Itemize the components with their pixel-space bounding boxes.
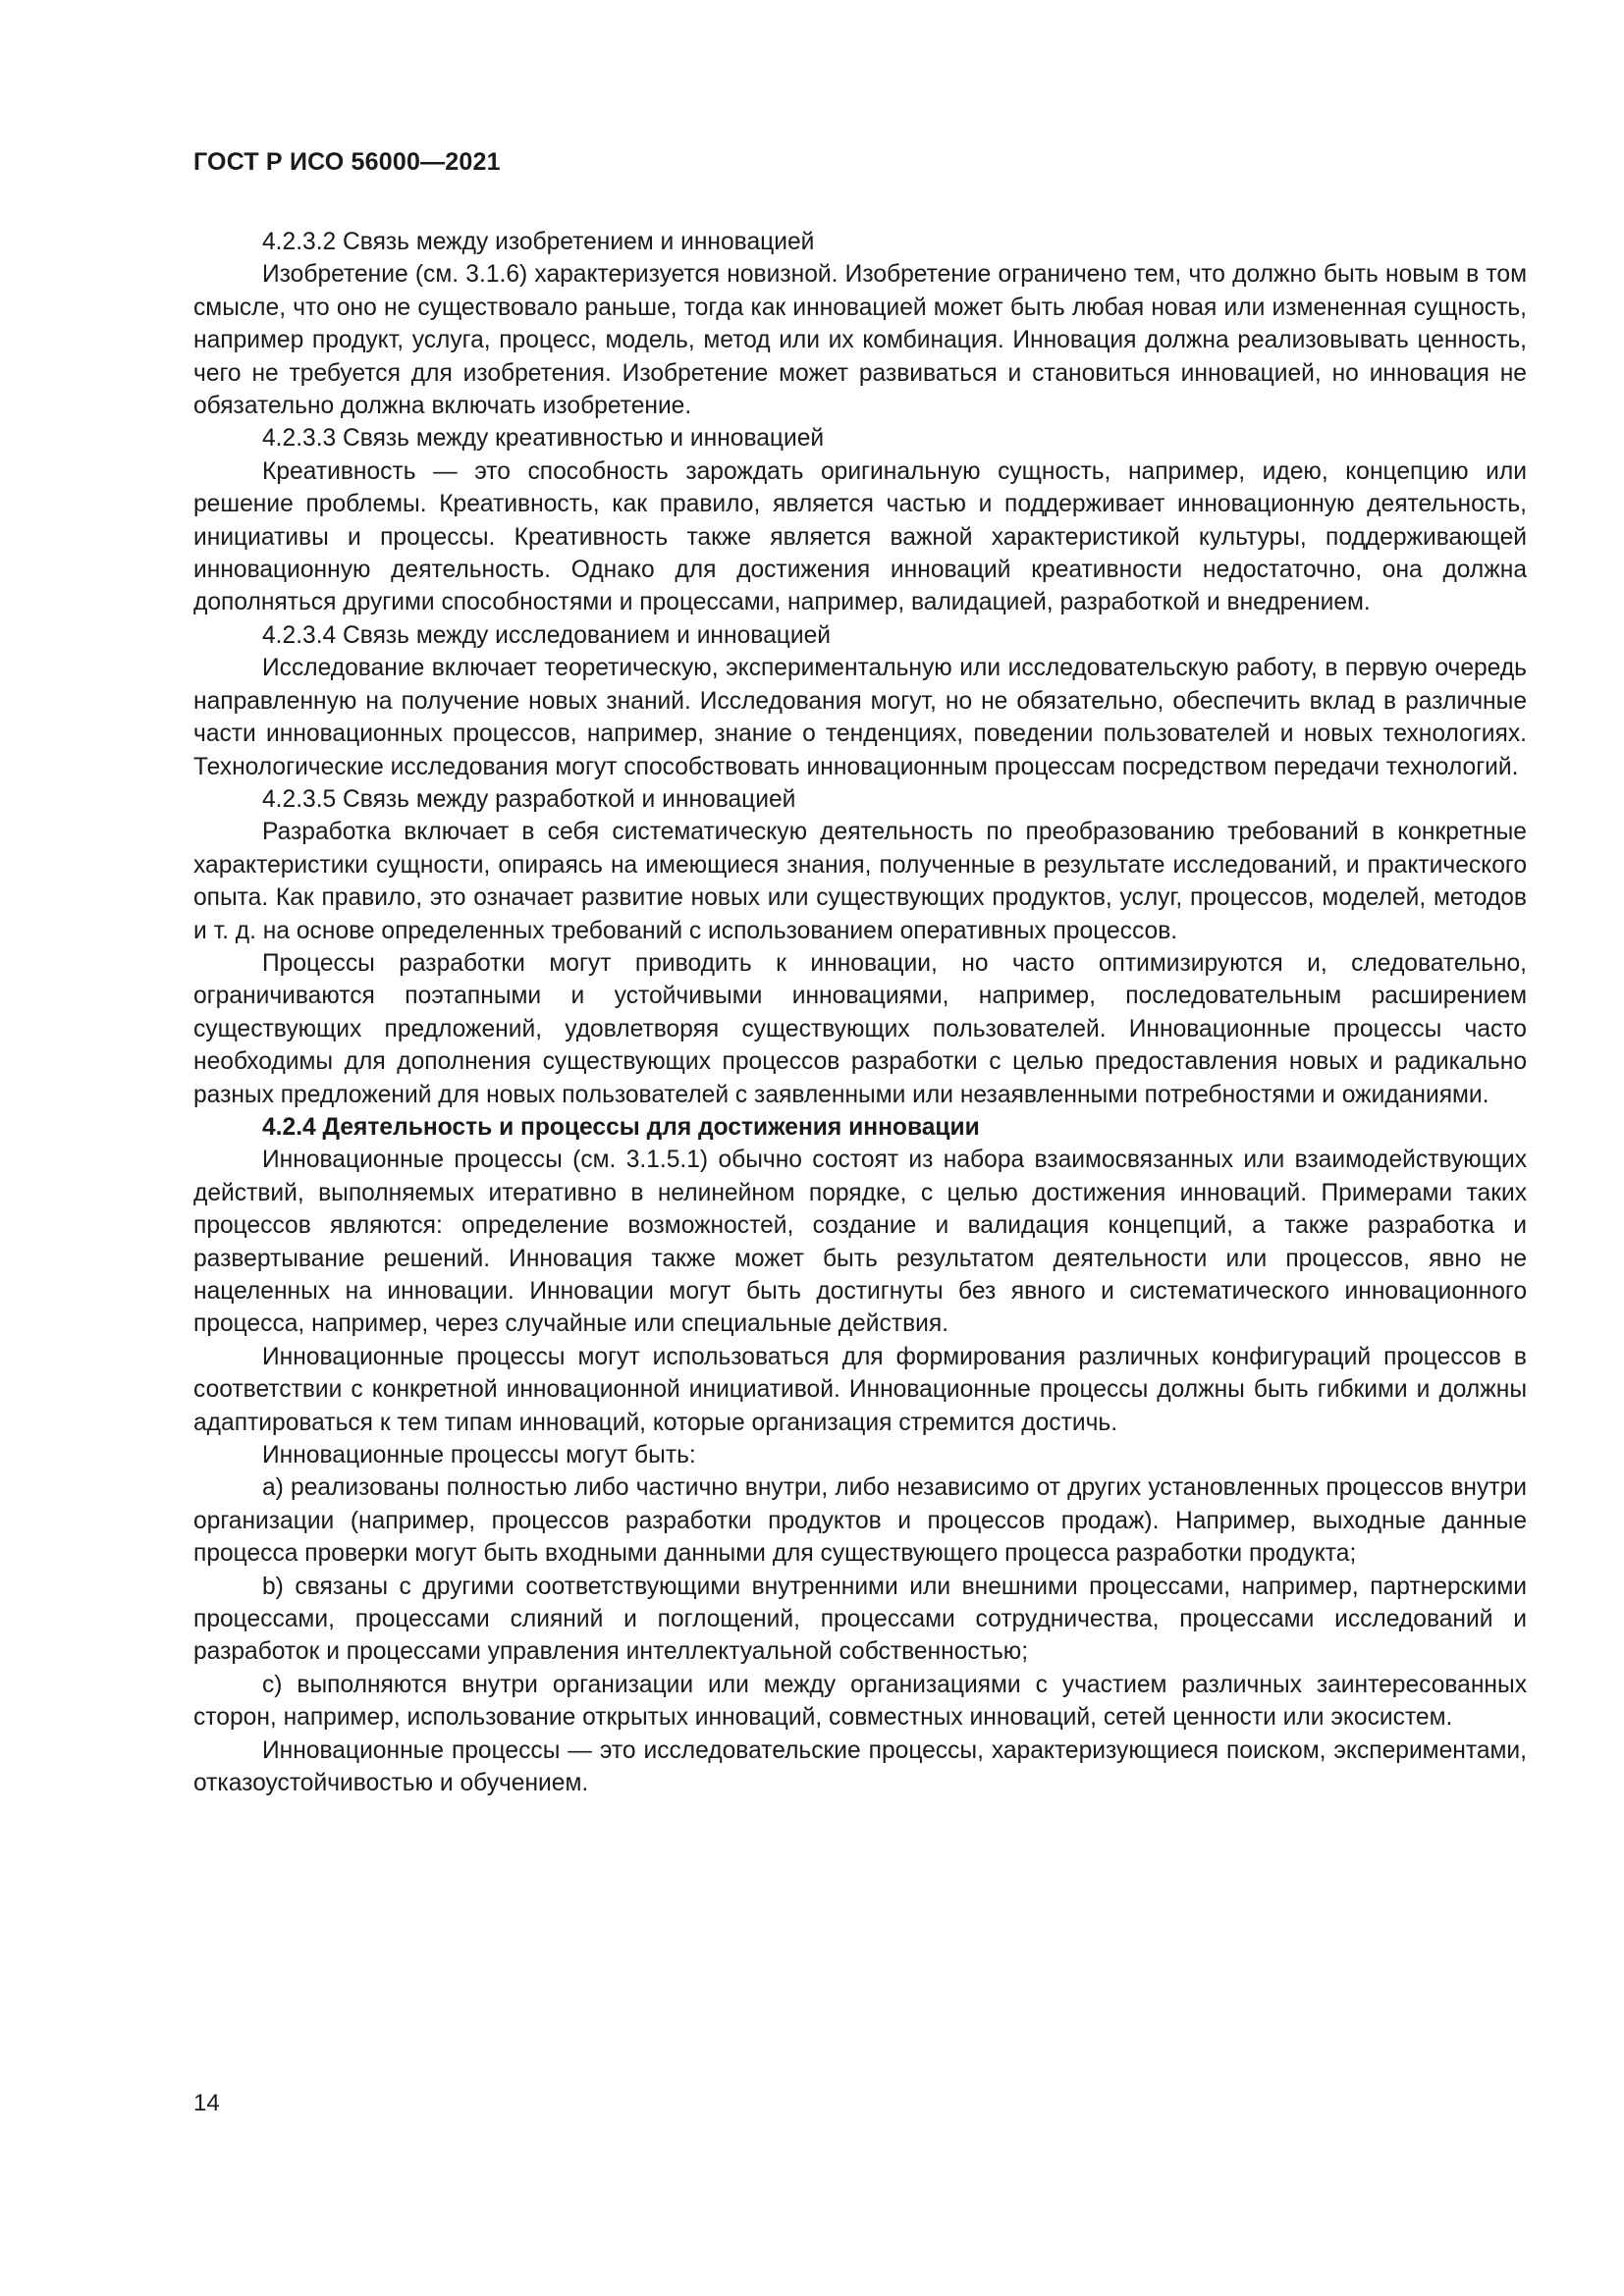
subsection-heading: 4.2.3.5 Связь между разработкой и инновацией	[262, 785, 796, 813]
list-item: b) связаны с другими соответствующими внутренними или внешними процессами, например, партнерскими процессами, процессами слияний и поглощений, процессами сотрудничества, процессами исследований и разработок и процессами управления интеллектуальной собственностью;	[193, 1573, 1527, 1666]
paragraph: Разработка включает в себя систематическую деятельность по преобразованию требований в конкретные характеристики сущности, опираясь на имеющиеся знания, полученные в результате исследований, и практического опыта. Как правило, это означает развитие новых или существующих продуктов, услуг, процессов, моделей, методов и т. д. на основе определенных требований с использованием оперативных процессов.	[193, 819, 1527, 944]
paragraph: Исследование включает теоретическую, экспериментальную или исследовательскую работу, в первую очередь направленную на получение новых знаний. Исследования могут, но не обязательно, обеспечить вклад в различные части инновационных процессов, например, знание о тенденциях, поведении пользователей и новых технологиях. Технологические исследования могут способствовать инновационным процессам посредством передачи технологий.	[193, 655, 1527, 780]
section-heading: 4.2.4 Деятельность и процессы для достижения инновации	[262, 1113, 980, 1141]
paragraph: Инновационные процессы могут использоваться для формирования различных конфигураций процессов в соответствии с конкретной инновационной инициативой. Инновационные процессы должны быть гибкими и должны адаптироваться к тем типам инноваций, которые организация стремится достичь.	[193, 1343, 1527, 1436]
document-body	[193, 226, 1527, 1800]
paragraph: Инновационные процессы (см. 3.1.5.1) обычно состоят из набора взаимосвязанных или взаимодействующих действий, выполняемых итеративно в нелинейном порядке, с целью достижения инноваций. Примерами таких процессов являются: определение возможностей, создание и валидация концепций, а также разработка и развертывание решений. Инновация также может быть результатом деятельности или процессов, явно не нацеленных на инновации. Инновации могут быть достигнуты без явного и систематического инновационного процесса, например, через случайные или специальные действия.	[193, 1147, 1527, 1338]
page-number: 14	[193, 2090, 220, 2116]
subsection-heading: 4.2.3.3 Связь между креативностью и инновацией	[262, 425, 825, 453]
paragraph: Процессы разработки могут приводить к инновации, но часто оптимизируются и, следовательно, ограничиваются поэтапными и устойчивыми инновациями, например, последовательным расширением существующих предложений, удовлетворяя существующих пользователей. Инновационные процессы часто необходимы для дополнения существующих процессов разработки с целью предоставления новых и радикально разных предложений для новых пользователей с заявленными или незаявленными потребностями и ожиданиями.	[193, 949, 1527, 1108]
paragraph: Креативность — это способность зарождать оригинальную сущность, например, идею, концепцию или решение проблемы. Креативность, как правило, является частью и поддерживает инновационную деятельность, инициативы и процессы. Креативность также является важной характеристикой культуры, поддерживающей инновационную деятельность. Однако для достижения инноваций креативности недостаточно, она должна дополняться другими способностями и процессами, например, валидацией, разработкой и внедрением.	[193, 457, 1527, 616]
document-header: ГОСТ Р ИСО 56000—2021	[193, 148, 501, 176]
paragraph: Изобретение (см. 3.1.6) характеризуется новизной. Изобретение ограничено тем, что должно быть новым в том смысле, что оно не существовало раньше, тогда как инновацией может быть любая новая или измененная сущность, например продукт, услуга, процесс, модель, метод или их комбинация. Инновация должна реализовывать ценность, чего не требуется для изобретения. Изобретение может развиваться и становиться инновацией, но инновация не обязательно должна включать изобретение.	[193, 261, 1527, 420]
paragraph: Инновационные процессы — это исследовательские процессы, характеризующиеся поиском, экспериментами, отказоустойчивостью и обучением.	[193, 1736, 1527, 1797]
list-item: а) реализованы полностью либо частично внутри, либо независимо от других установленных процессов внутри организации (например, процессов разработки продуктов и процессов продаж). Например, выходные данные процесса проверки могут быть входными данными для существующего процесса разработки продукта;	[193, 1474, 1527, 1568]
paragraph: Инновационные процессы могут быть:	[262, 1442, 696, 1469]
list-item: c) выполняются внутри организации или между организациями с участием различных заинтересованных сторон, например, использование открытых инноваций, совместных инноваций, сетей ценности или экосистем.	[193, 1671, 1527, 1732]
subsection-heading: 4.2.3.4 Связь между исследованием и инновацией	[262, 621, 831, 649]
subsection-heading: 4.2.3.2 Связь между изобретением и инновацией	[262, 229, 815, 255]
